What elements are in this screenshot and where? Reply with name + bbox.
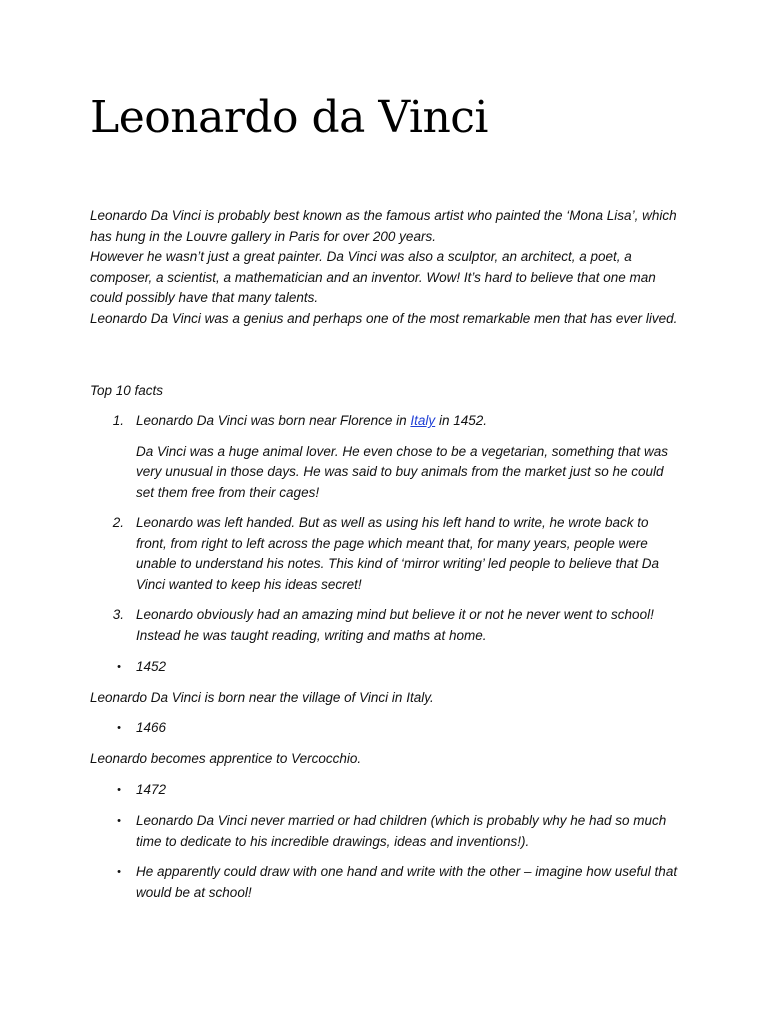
- fact-item-2: [90, 513, 680, 595]
- intro-paragraph: Leonardo Da Vinci is probably best known as the famous artist who painted the ‘Mona Lisa’, which has hung in the Louvre gallery in Paris for over 200 years.: [90, 208, 677, 244]
- intro-paragraph: However he wasn’t just a great painter. Da Vinci was also a sculptor, an architect, a poet, a composer, a scientist, a mathematician and an inventor. Wow! It’s hard to believe that one man could possibly have that many talents.: [90, 249, 656, 305]
- bullet-icon: •: [117, 815, 121, 827]
- fact-number: 3.: [112, 607, 124, 622]
- bullet-text: 1472: [136, 782, 167, 797]
- bullet-text: He apparently could draw with one hand and write with the other – imagine how useful that would be at school!: [136, 864, 678, 900]
- fact-item-1: [90, 411, 680, 503]
- fact-text-start: Leonardo Da Vinci was born near Florence in: [136, 413, 411, 428]
- fact-text-end: in 1452.: [435, 413, 487, 428]
- fact-text: [136, 411, 681, 432]
- bullet-text: 1466: [136, 720, 167, 735]
- bullet-icon: •: [117, 722, 121, 734]
- fact-bullet: [90, 811, 680, 852]
- timeline-bullet-1472: [90, 780, 680, 801]
- fact-number: 1.: [112, 413, 124, 428]
- bullet-icon: •: [117, 866, 121, 878]
- intro-paragraph: Leonardo Da Vinci was a genius and perhaps one of the most remarkable men that has ever lived.: [90, 310, 678, 326]
- timeline-paragraph: Leonardo Da Vinci is born near the village of Vinci in Italy.: [90, 690, 434, 705]
- page-title: Leonardo da Vinci: [90, 92, 489, 143]
- bullet-icon: •: [117, 784, 121, 796]
- fact-text: Leonardo obviously had an amazing mind but believe it or not he never went to school! Instead he was taught reading, writing and maths at home.: [136, 607, 654, 643]
- timeline-bullet-1452: [90, 657, 680, 678]
- bullet-icon: •: [117, 661, 121, 673]
- fact-text: Leonardo was left handed. But as well as using his left hand to write, he wrote back to front, from right to left across the page which meant that, for many years, people were unable to understand his notes. This kind of ‘mirror writing’ led people to believe that Da Vinci wanted to keep his ideas secret!: [136, 515, 660, 592]
- bullet-text: 1452: [136, 659, 167, 674]
- italy-link[interactable]: Italy: [410, 413, 436, 428]
- fact-number: 2.: [112, 515, 124, 530]
- facts-heading: Top 10 facts: [90, 383, 164, 398]
- fact-item-3: [90, 605, 680, 646]
- timeline-bullet-1466: [90, 718, 680, 739]
- fact-bullet: [90, 862, 680, 903]
- intro-section: [90, 206, 680, 329]
- fact-extra-text: Da Vinci was a huge animal lover. He even chose to be a vegetarian, something that was very unusual in those days. He was said to buy animals from the market just so he could set them free from their cages!: [136, 443, 669, 500]
- bullet-text: Leonardo Da Vinci never married or had children (which is probably why he had so much time to dedicate to his incredible drawings, ideas and inventions!).: [136, 813, 667, 849]
- timeline-paragraph: Leonardo becomes apprentice to Vercocchio.: [90, 751, 362, 766]
